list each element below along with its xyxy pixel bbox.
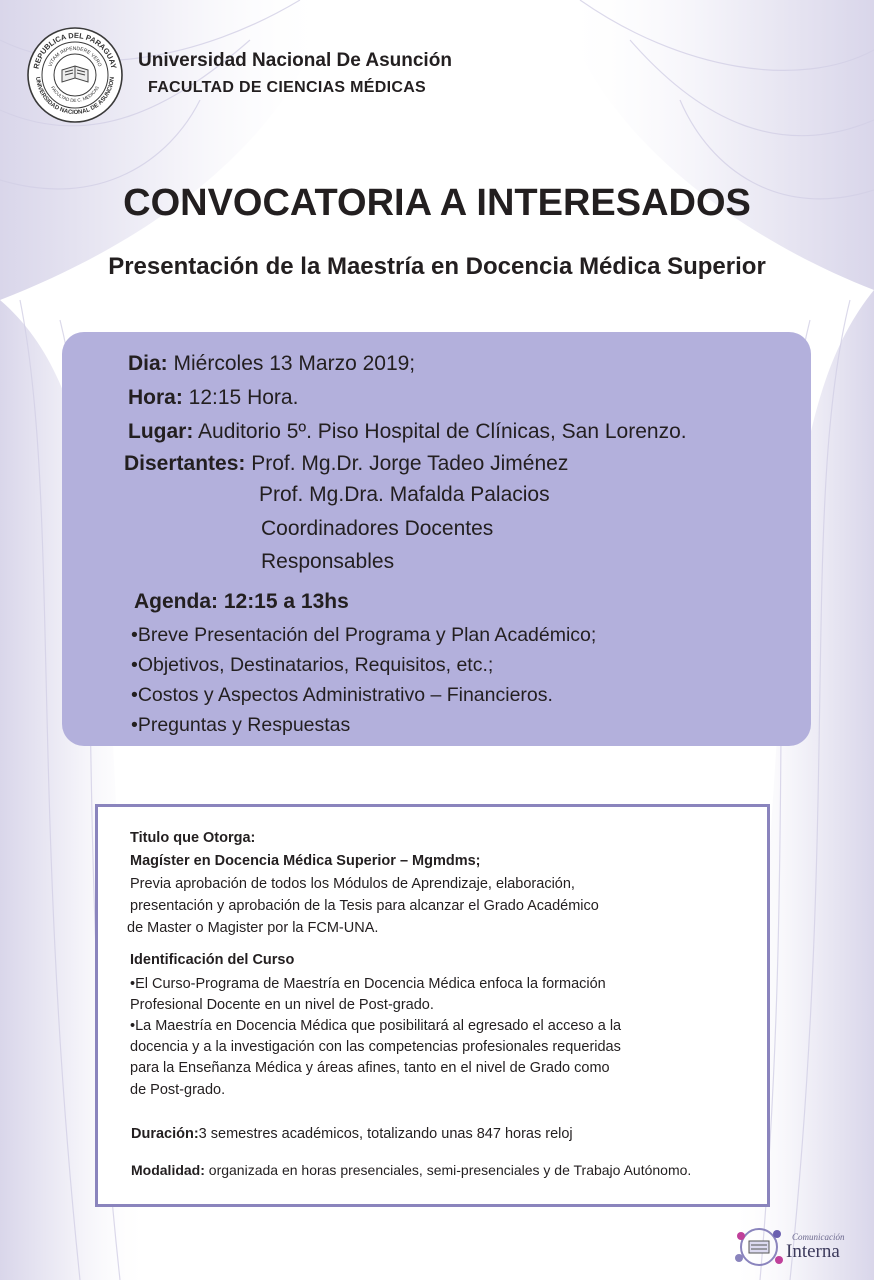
speaker-item: Prof. Mg.Dr. Jorge Tadeo Jiménez <box>245 452 569 475</box>
seal-inner-top-text: VITAM IMPENDERE VERO <box>47 45 103 68</box>
modality-value: organizada en horas presenciales, semi-presenciales y de Trabajo Autónomo. <box>204 1162 692 1178</box>
seal-outer-top-text: REPUBLICA DEL PARAGUAY <box>31 30 119 70</box>
page-subtitle: Presentación de la Maestría en Docencia Médica Superior <box>108 253 766 280</box>
footer-logo-big-text: Interna <box>786 1241 840 1262</box>
degree-heading: Titulo que Otorga: <box>130 830 256 846</box>
agenda-item: •Objetivos, Destinatarios, Requisitos, etc.; <box>131 654 494 676</box>
comunicacion-interna-logo-icon <box>731 1224 787 1270</box>
event-place-line <box>128 420 687 444</box>
course-description-line: Profesional Docente en un nivel de Post-grado. <box>130 997 434 1013</box>
course-description-line: de Post-grado. <box>130 1082 226 1098</box>
speaker-item: Prof. Mg.Dra. Mafalda Palacios <box>259 483 550 506</box>
degree-description-line: Previa aprobación de todos los Módulos de Aprendizaje, elaboración, <box>130 876 575 892</box>
course-description-line: para la Enseñanza Médica y áreas afines, tanto en el nivel de Grado como <box>130 1060 610 1076</box>
modality-label: Modalidad: <box>131 1162 205 1178</box>
time-label: Hora: <box>128 386 183 409</box>
modality-line <box>131 1162 691 1178</box>
footer-logo-small-text: Comunicación <box>792 1232 845 1242</box>
degree-name: Magíster en Docencia Médica Superior – Mgmdms; <box>130 853 481 869</box>
faculty-name: FACULTAD DE CIENCIAS MÉDICAS <box>148 79 427 96</box>
speakers-label: Disertantes: <box>124 452 246 475</box>
course-description-line: •La Maestría en Docencia Médica que posibilitará al egresado el acceso a la <box>130 1018 622 1034</box>
degree-description-line: de Master o Magister por la FCM-UNA. <box>127 920 379 936</box>
course-description-line: docencia y a la investigación con las competencias profesionales requeridas <box>130 1039 621 1055</box>
course-id-heading: Identificación del Curso <box>130 952 295 968</box>
seal-outer-bottom-text: UNIVERSIDAD NACIONAL DE ASUNCION <box>33 76 117 117</box>
event-time-line <box>128 386 298 410</box>
place-value: Auditorio 5º. Piso Hospital de Clínicas, San Lorenzo. <box>193 420 687 443</box>
time-value: 12:15 Hora. <box>182 386 299 409</box>
university-name: Universidad Nacional De Asunción <box>138 50 452 71</box>
seal-inner-bottom-text: FACULTAD DE C. MEDICAS <box>50 85 100 104</box>
course-description-line: •El Curso-Programa de Maestría en Docencia Médica enfoca la formación <box>130 976 606 992</box>
duration-line <box>131 1126 573 1142</box>
speaker-item: Coordinadores Docentes <box>261 517 494 540</box>
page-title: CONVOCATORIA A INTERESADOS <box>123 182 751 224</box>
event-date-line <box>128 352 415 376</box>
agenda-item: •Breve Presentación del Programa y Plan Académico; <box>131 624 597 646</box>
duration-label: Duración: <box>131 1126 199 1142</box>
place-label: Lugar: <box>128 420 194 443</box>
duration-value: 3 semestres académicos, totalizando unas 847 horas reloj <box>198 1126 573 1142</box>
date-value: Miércoles 13 Marzo 2019; <box>167 352 416 375</box>
event-speakers-line <box>124 452 568 476</box>
degree-description-line: presentación y aprobación de la Tesis para alcanzar el Grado Académico <box>130 898 599 914</box>
date-label: Dia: <box>128 352 168 375</box>
agenda-item: •Preguntas y Respuestas <box>131 714 351 736</box>
speaker-item: Responsables <box>261 550 395 573</box>
agenda-title: Agenda: 12:15 a 13hs <box>134 590 349 613</box>
agenda-item: •Costos y Aspectos Administrativo – Financieros. <box>131 684 553 706</box>
university-seal-logo <box>26 26 124 124</box>
